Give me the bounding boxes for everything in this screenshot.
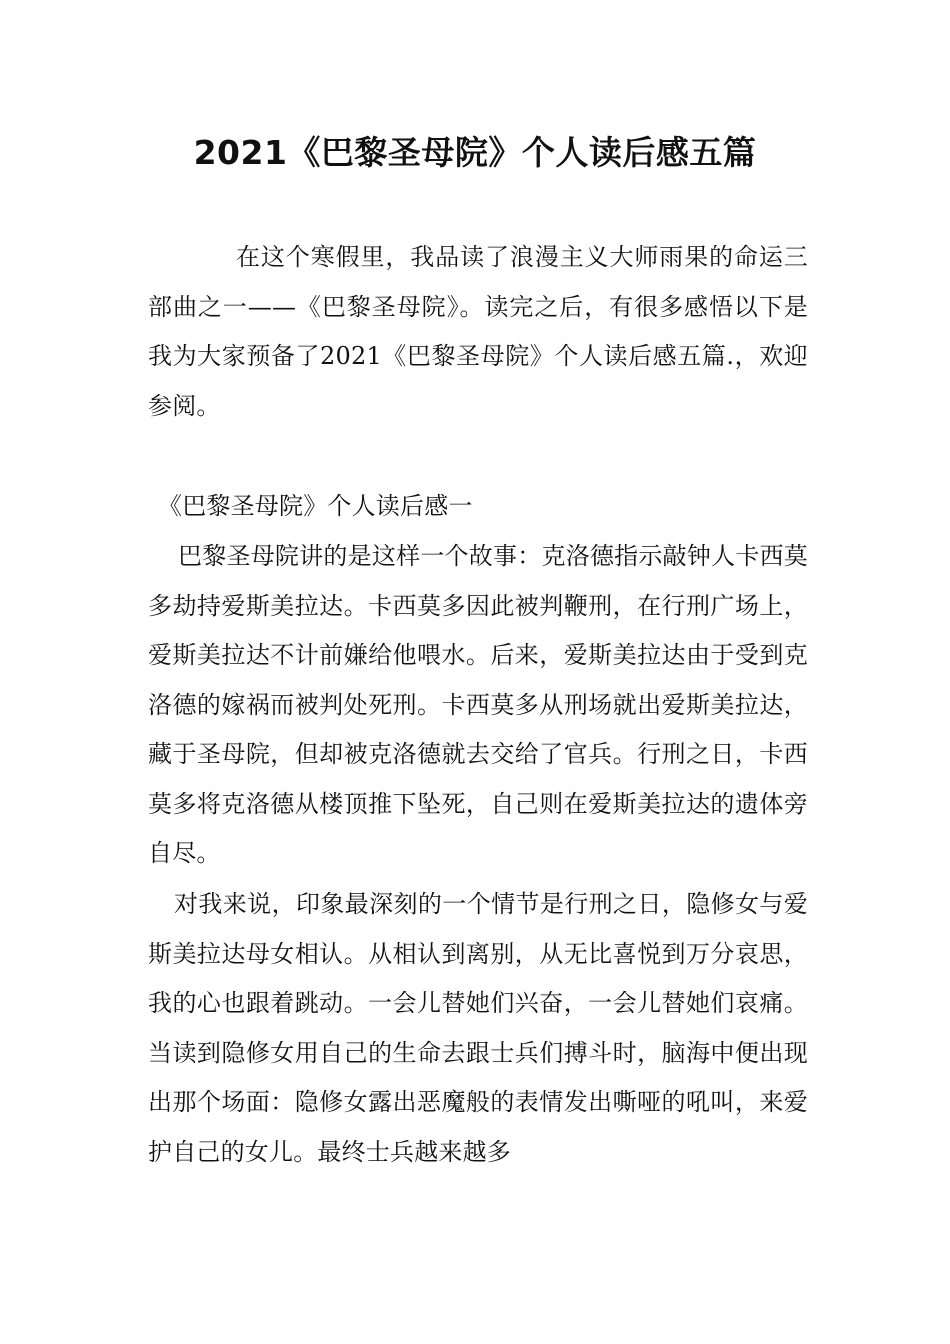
document-title: 2021《巴黎圣母院》个人读后感五篇 <box>193 133 757 172</box>
body-paragraph-1: 巴黎圣母院讲的是这样一个故事：克洛德指示敲钟人卡西莫多劫持爱斯美拉达。卡西莫多因此被判鞭刑，在行刑广场上，爱斯美拉达不计前嫌给他喂水。后来，爱斯美拉达由于受到克洛德的嫁祸而被判处死刑。卡西莫多从刑场就出爱斯美拉达，藏于圣母院，但却被克洛德就去交给了官兵。行刑之日，卡西莫多将克洛德从楼顶推下坠死，自己则在爱斯美拉达的遗体旁自尽。 <box>148 542 808 867</box>
section-heading: 《巴黎圣母院》个人读后感一 <box>158 492 473 520</box>
body-paragraph-2: 对我来说，印象最深刻的一个情节是行刑之日，隐修女与爱斯美拉达母女相认。从相认到离别，从无比喜悦到万分哀思，我的心也跟着跳动。一会儿替她们兴奋，一会儿替她们哀痛。当读到隐修女用自己的生命去跟士兵们搏斗时，脑海中便出现出那个场面：隐修女露出恶魔般的表情发出嘶哑的吼叫，来爱护自己的女儿。最终士兵越来越多 <box>148 890 808 1166</box>
intro-paragraph: 在这个寒假里，我品读了浪漫主义大师雨果的命运三部曲之一——《巴黎圣母院》。读完之后，有很多感悟以下是我为大家预备了2021《巴黎圣母院》个人读后感五篇.，欢迎参阅。 <box>148 243 808 420</box>
